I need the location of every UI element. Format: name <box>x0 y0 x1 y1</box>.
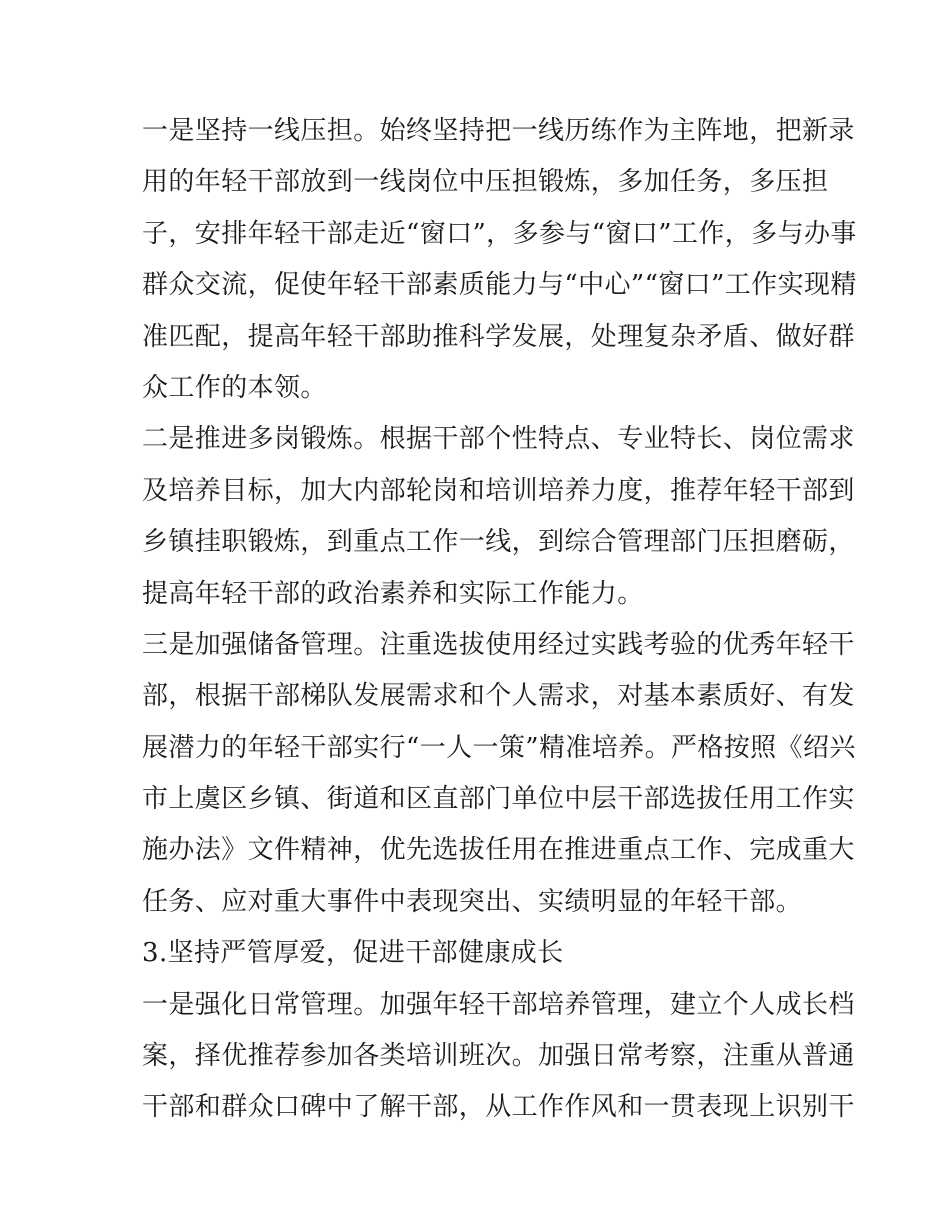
text-line: 案，择优推荐参加各类培训班次。加强日常考察，注重从普通 <box>142 1041 855 1072</box>
text-line: 及培养目标，加大内部轮岗和培训培养力度，推荐年轻干部到 <box>142 475 855 506</box>
text-line: 子，安排年轻干部走近“窗口”，多参与“窗口”工作，多与办事 <box>142 218 857 249</box>
text-line: 二是推进多岗锻炼。根据干部个性特点、专业特长、岗位需求 <box>142 424 855 455</box>
text-line: 乡镇挂职锻炼，到重点工作一线，到综合管理部门压担磨砺， <box>142 527 855 558</box>
text-line: 一是坚持一线压担。始终坚持把一线历练作为主阵地，把新录 <box>142 116 855 146</box>
text-line: 部，根据干部梯队发展需求和个人需求，对基本素质好、有发 <box>142 681 855 712</box>
text-line: 施办法》文件精神，优先选拔任用在推进重点工作、完成重大 <box>142 835 855 866</box>
section-heading: 3.坚持严管厚爱，促进干部健康成长 <box>142 938 564 969</box>
text-line: 一是强化日常管理。加强年轻干部培养管理，建立个人成长档 <box>142 989 855 1020</box>
text-line: 三是加强储备管理。注重选拔使用经过实践考验的优秀年轻干 <box>142 629 855 660</box>
text-line: 提高年轻干部的政治素养和实际工作能力。 <box>142 578 644 609</box>
text-line: 准匹配，提高年轻干部助推科学发展，处理复杂矛盾、做好群 <box>142 321 855 352</box>
text-line: 群众交流，促使年轻干部素质能力与“中心”“窗口”工作实现精 <box>142 270 857 301</box>
document-body <box>142 106 857 1134</box>
text-line: 众工作的本领。 <box>142 372 327 403</box>
text-line: 展潜力的年轻干部实行“一人一策”精准培养。严格按照《绍兴 <box>142 732 856 763</box>
text-line: 市上虞区乡镇、街道和区直部门单位中层干部选拔任用工作实 <box>142 784 855 815</box>
text-line: 用的年轻干部放到一线岗位中压担锻炼，多加任务，多压担 <box>142 167 829 198</box>
text-line: 任务、应对重大事件中表现突出、实绩明显的年轻干部。 <box>142 886 803 917</box>
text-line: 干部和群众口碑中了解干部，从工作作风和一贯表现上识别干 <box>142 1092 855 1123</box>
